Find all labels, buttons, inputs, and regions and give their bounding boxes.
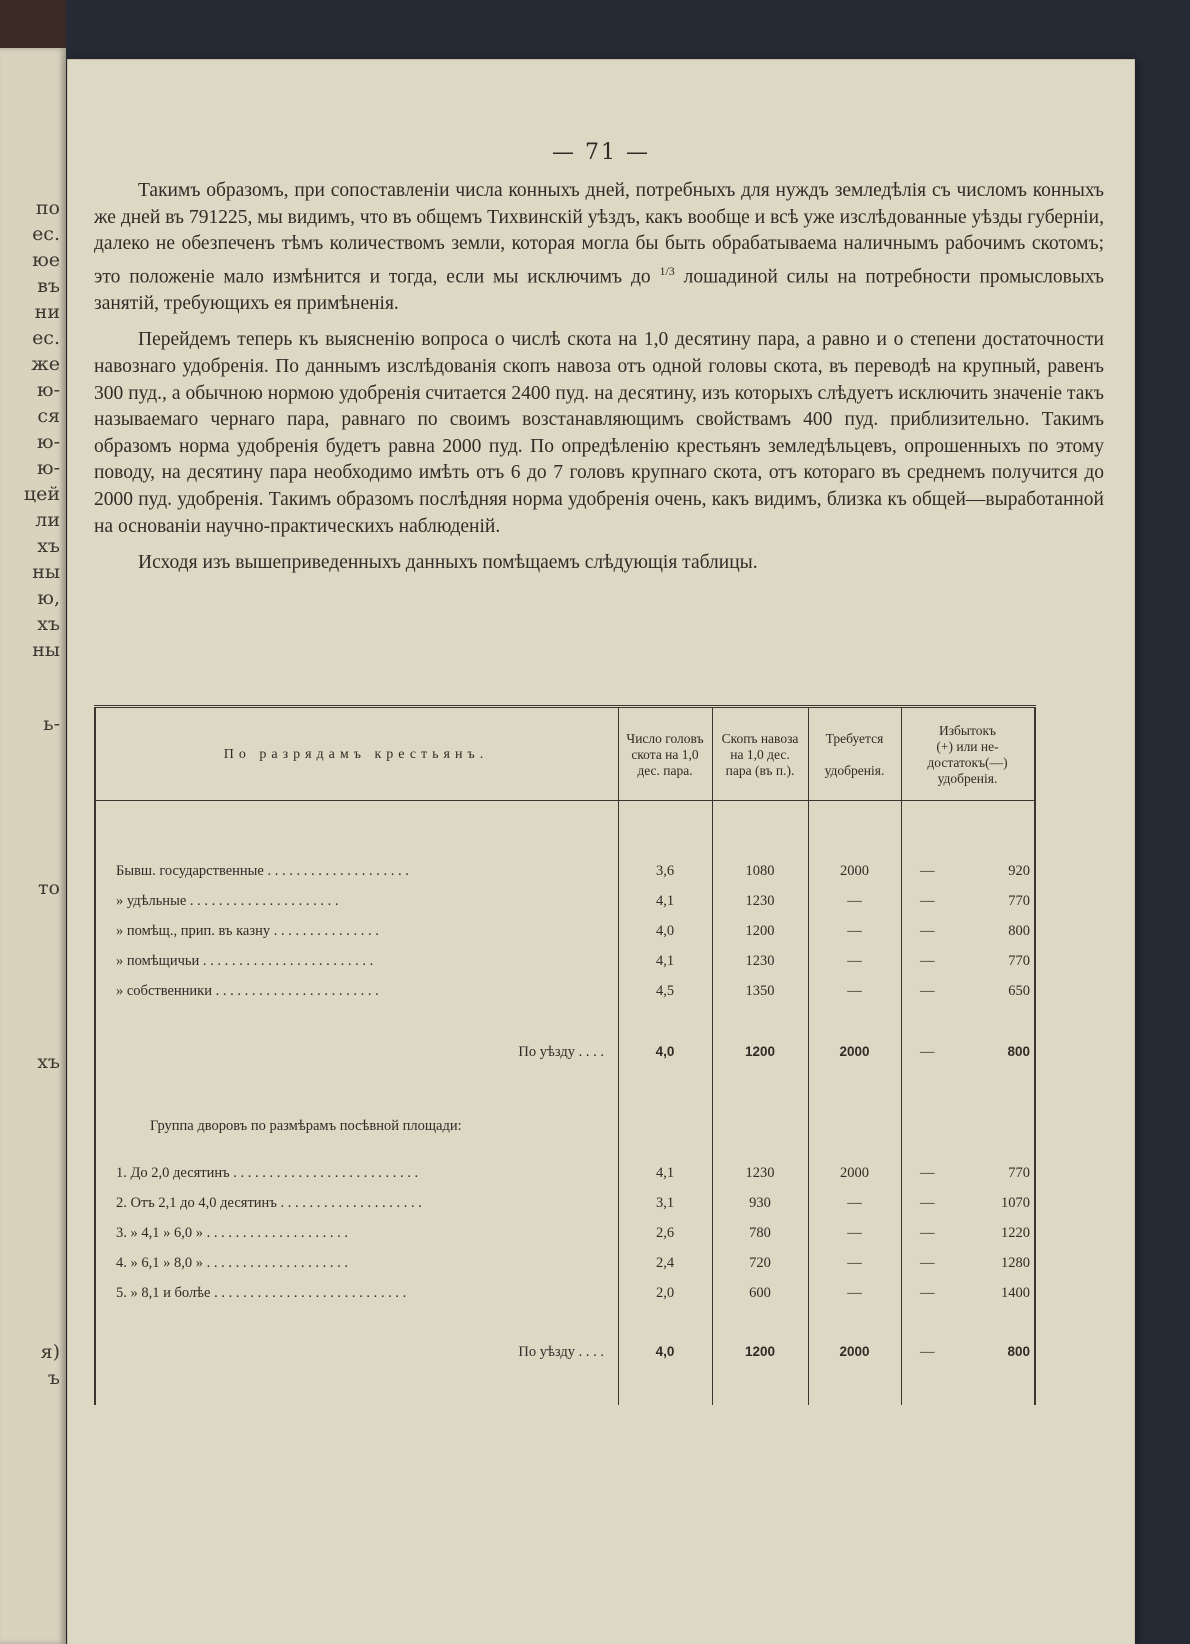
cell-sign: — [920,893,935,909]
table-row-label: 5. » 8,1 и болѣе . . . . . . . . . . . . . . . . . . . . . . . . . . . [116,1285,407,1301]
cell-excess: 1400 [1001,1285,1030,1301]
cell-heads: 4,1 [655,953,675,969]
table-row-label: » собственники . . . . . . . . . . . . . . . . . . . . . . . [116,983,379,999]
cell-sign: — [920,1285,935,1301]
cell-required: — [847,1285,862,1301]
cell-required: 2000 [839,1044,870,1059]
facing-page-fragment: ес. [32,327,60,349]
cell-excess: 1220 [1001,1225,1030,1241]
paragraph-3: Исходя изъ вышеприведенныхъ данныхъ помѣщаемъ слѣдующія таблицы. [138,552,758,574]
cell-manure: 780 [749,1225,771,1241]
table-row-label: » удѣльные . . . . . . . . . . . . . . . . . . . . . [116,893,339,909]
cell-sign: — [920,1044,935,1060]
cell-sign: — [920,1165,935,1181]
cell-manure: 720 [749,1255,771,1271]
paragraph-1-tail: лошадиной силы на потребности промысловыхъ занятій, требующихъ ея примѣненія. [94,266,1105,314]
body-text [94,178,1104,577]
facing-page-fragment: ю- [37,431,60,453]
header-manure: Скопъ навоза на 1,0 дес. пара (въ п.). [721,731,799,778]
cell-manure: 1230 [745,953,775,969]
cell-heads: 4,0 [655,923,675,939]
cell-required: — [847,953,862,969]
cell-required: 2000 [840,863,869,879]
facing-page-fragment: же [31,353,60,375]
cell-heads: 3,6 [655,863,675,879]
cell-sign: — [920,1225,935,1241]
cell-heads: 2,4 [655,1255,675,1271]
header-required: Требуется удобренія. [824,731,885,778]
cell-excess: 1280 [1001,1255,1030,1271]
cell-heads: 4,1 [655,893,675,909]
cell-heads: 4,0 [655,1344,675,1359]
cell-heads: 3,1 [655,1195,675,1211]
facing-page-fragment: ю, [37,587,60,609]
facing-page-fragment: ни [34,301,60,323]
cell-heads: 2,0 [655,1285,675,1301]
cell-excess: 1070 [1001,1195,1030,1211]
cell-manure: 930 [749,1195,771,1211]
facing-page-fragment: хъ [37,535,60,557]
header-category: По разрядамъ крестьянъ. [223,747,489,762]
table-row-label: 4. » 6,1 » 8,0 » . . . . . . . . . . . . . . . . . . . . [116,1255,348,1271]
facing-page-fragment: ны [32,639,60,661]
cell-sign: — [920,1344,935,1360]
paragraph-2: Перейдемъ теперь къ выясненію вопроса о числѣ скота на 1,0 десятину пара, а равно и о степени достаточности навознаго удобренія. По даннымъ изслѣдованія скопъ навоза отъ одной головы скота, въ переводѣ на крупный, равенъ 300 пуд., а обычною нормою удобренія считается 2400 пуд. на десятину, изъ которыхъ слѣдуетъ исключить значеніе такъ называемаго чернаго пара, равнаго по своимъ возстанавляющимъ свойствамъ 400 пуд. приблизительно. Такимъ образомъ норма удобренія будетъ равна 2000 пуд. По опредѣленію крестьянъ земледѣльцевъ, опрошенныхъ по этому поводу, на десятину пара необходимо имѣть отъ 6 до 7 головъ крупнаго скота, отъ котораго въ среднемъ получится до 2000 пуд. удобренія. Такимъ образомъ послѣдняя норма удобренія очень, какъ видимъ, близка къ общей—выработанной на основаніи научно-практическихъ наблюденій. [94,329,1104,537]
cell-sign: — [920,953,935,969]
group-heading: Группа дворовъ по размѣрамъ посѣвной площади: [150,1118,462,1134]
header-heads: Число головъ скота на 1,0 дес. пара. [626,731,704,778]
cell-heads: 4,5 [655,983,675,999]
cell-sign: — [920,863,935,879]
cell-excess: 920 [1008,863,1030,879]
facing-page-fragment: юе [32,249,60,271]
total-row-label: По уѣзду . . . . [518,1044,604,1060]
cell-manure: 1080 [745,863,775,879]
facing-page-fragment: ь- [43,713,60,735]
cell-required: — [847,1255,862,1271]
table-row-label: 2. Отъ 2,1 до 4,0 десятинъ . . . . . . . . . . . . . . . . . . . . [116,1195,422,1211]
cell-excess: 770 [1008,1165,1030,1181]
cell-excess: 800 [1007,1344,1030,1359]
cell-manure: 1200 [744,1344,776,1359]
table-row-label: 3. » 4,1 » 6,0 » . . . . . . . . . . . . . . . . . . . . [116,1225,348,1241]
table-row-label: 1. До 2,0 десятинъ . . . . . . . . . . . . . . . . . . . . . . . . . . [116,1165,419,1181]
cell-required: 2000 [839,1344,870,1359]
cell-required: — [847,1195,862,1211]
cell-manure: 1200 [744,1044,776,1059]
facing-page-fragment: цей [23,483,60,505]
facing-page-fragment: хъ [37,613,60,635]
cell-excess: 770 [1008,893,1030,909]
paragraph-1-text: Такимъ образомъ, при сопоставленіи числа конныхъ дней, потребныхъ для нуждъ земледѣлія съ числомъ конныхъ же дней въ 791225, мы видимъ, что въ общемъ Тихвинскій уѣздъ, какъ вообще и всѣ уже изслѣдованные уѣзды губерніи, далеко не обезпеченъ тѣмъ количествомъ земли, которая могла бы быть обрабатываема наличнымъ рабочимъ скотомъ; это положеніе мало измѣнится и тогда, если мы исключимъ до [94,180,1104,288]
facing-page-fragment: ъ [47,1367,60,1389]
cell-required: — [847,893,862,909]
table-header-rule [94,800,1036,801]
cell-excess: 770 [1008,953,1030,969]
cell-heads: 4,1 [655,1165,675,1181]
facing-page-fragment: то [38,877,60,899]
cell-manure: 600 [749,1285,771,1301]
facing-page-fragment: по [35,197,60,219]
cell-manure: 1230 [745,1165,775,1181]
facing-page-fragment: ли [35,509,60,531]
facing-page-fragment: хъ [37,1051,60,1073]
cell-required: — [847,983,862,999]
cell-heads: 2,6 [655,1225,675,1241]
manure-table [94,705,1104,1450]
cell-required: — [847,1225,862,1241]
table-border-left [94,708,96,1405]
cell-manure: 1230 [745,893,775,909]
table-top-rule [94,705,1036,708]
paragraph-1 [94,178,1104,317]
cell-manure: 1350 [745,983,775,999]
cell-sign: — [920,983,935,999]
cell-heads: 4,0 [655,1044,675,1059]
facing-page-fragment: ны [32,561,60,583]
document-page [68,60,1134,1644]
facing-page-fragment: ю- [37,457,60,479]
facing-page-fragment: ся [37,405,60,427]
table-row-label: » помѣщичьи . . . . . . . . . . . . . . . . . . . . . . . . [116,953,374,969]
cell-required: 2000 [840,1165,869,1181]
book-edge [0,0,66,50]
cell-excess: 800 [1008,923,1030,939]
total-row-label: По уѣзду . . . . [518,1344,604,1360]
cell-required: — [847,923,862,939]
header-excess: Избытокъ (+) или не- достатокъ(—) удобренія. [927,723,1008,786]
table-row-label: Бывш. государственные . . . . . . . . . . . . . . . . . . . . [116,863,409,879]
column-divider [901,708,902,1405]
cell-excess: 650 [1008,983,1030,999]
table-border-right [1034,708,1036,1405]
table-row-label: » помѣщ., прип. въ казну . . . . . . . . . . . . . . . [116,923,379,939]
cell-manure: 1200 [745,923,775,939]
cell-sign: — [920,923,935,939]
facing-page-fragment: я) [40,1341,60,1363]
facing-page-fragment: ес. [32,223,60,245]
fraction: 1/3 [659,263,675,278]
cell-sign: — [920,1255,935,1271]
facing-page-fragment: ю- [37,379,60,401]
cell-excess: 800 [1007,1044,1030,1059]
facing-page-edge [0,48,66,1644]
cell-sign: — [920,1195,935,1211]
facing-page-fragment: въ [37,275,60,297]
page-number: — 71 — [552,140,650,165]
